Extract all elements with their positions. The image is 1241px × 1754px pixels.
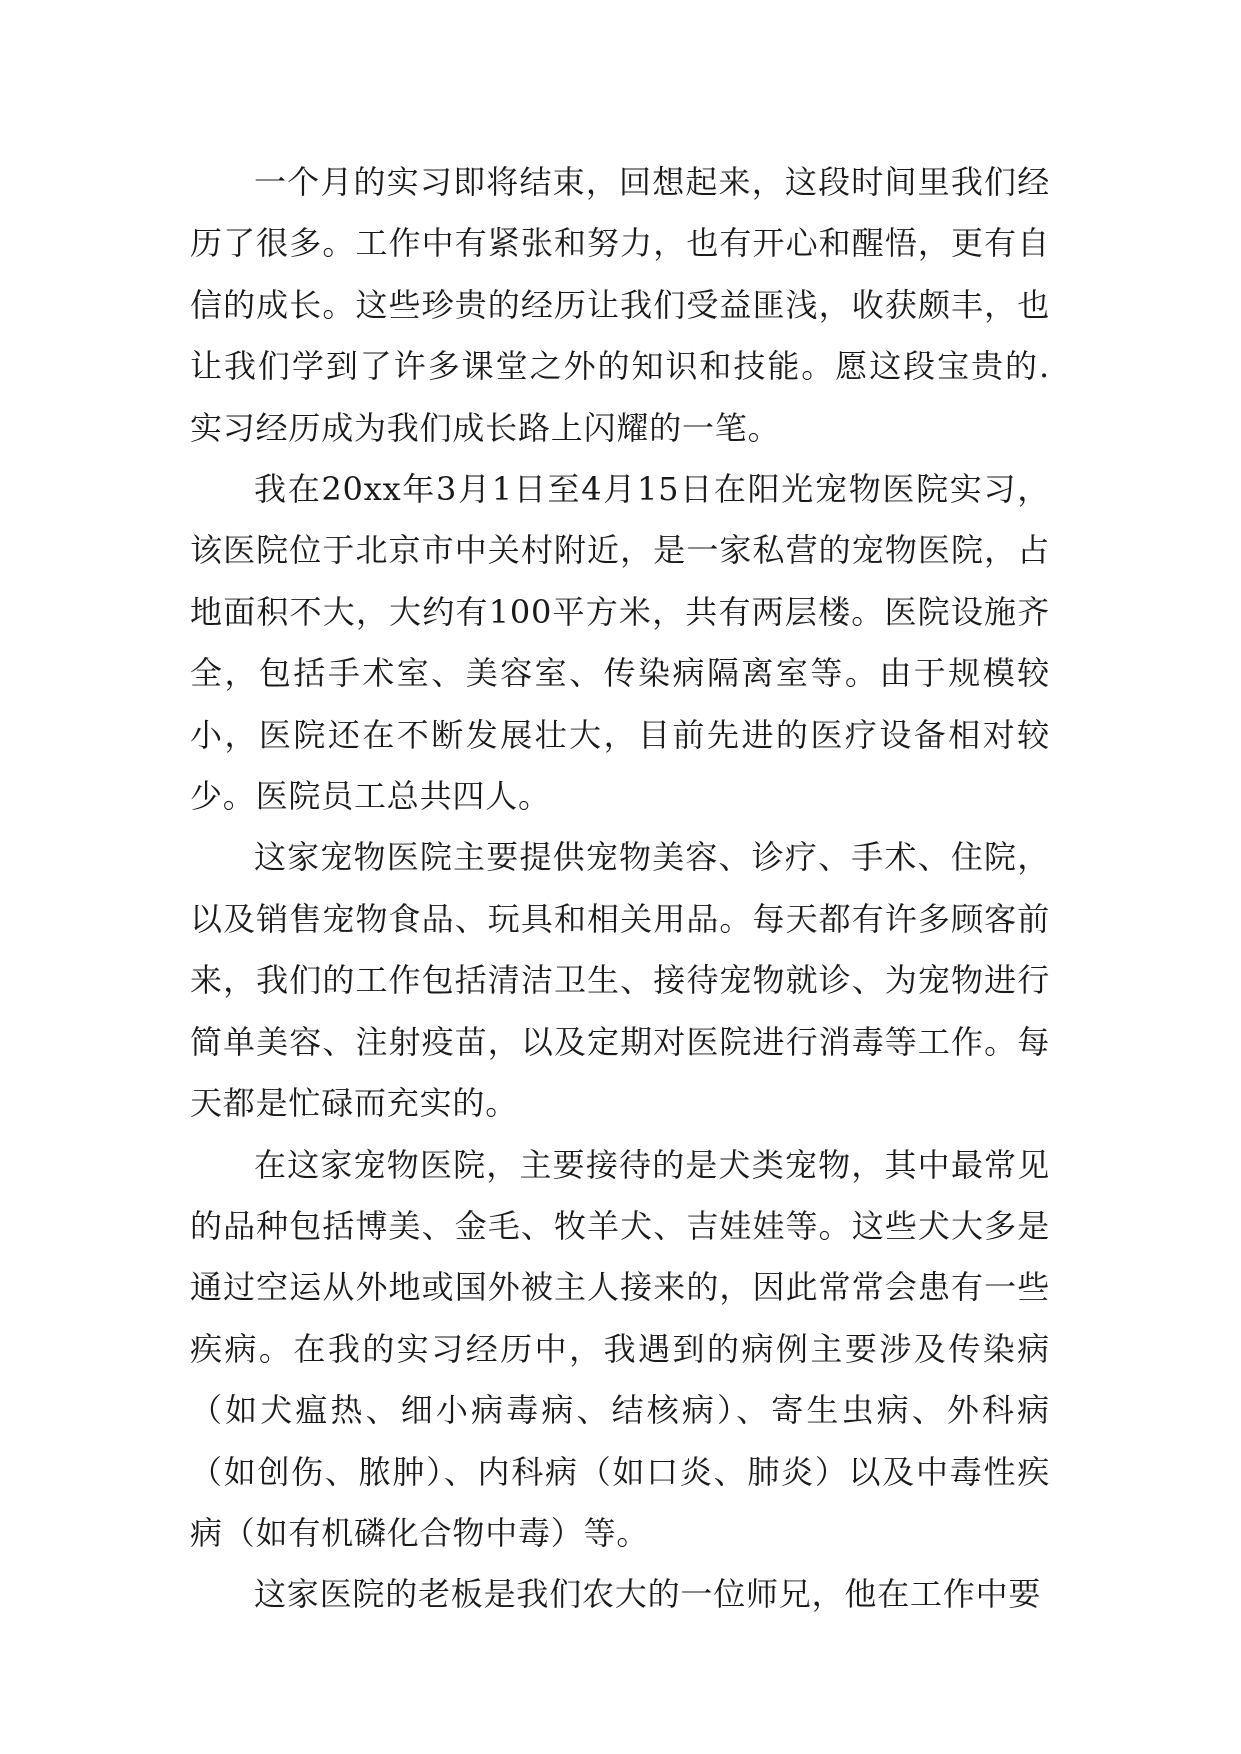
paragraph-hospital-owner: 这家医院的老板是我们农大的一位师兄，他在工作中要 [254,1575,1042,1614]
paragraph-hospital-overview: 我在20xx年3月1日至4月15日在阳光宠物医院实习，该医院位于北京市中关村附近，是一家私营的宠物医院，占地面积不大，大约有100平方米，共有两层楼。医院设施齐全，包括手术室、美容室、传染病隔离室等。由于规模较小，医院还在不断发展壮大，目前先进的医疗设备相对较少。医院员工总共四人。 [190,470,1050,816]
paragraph-cases-encountered: 在这家宠物医院，主要接待的是犬类宠物，其中最常见的品种包括博美、金毛、牧羊犬、吉娃娃等。这些犬大多是通过空运从外地或国外被主人接来的，因此常常会患有一些疾病。在我的实习经历中，我遇到的病例主要涉及传染病（如犬瘟热、细小病毒病、结核病）、寄生虫病、外科病（如创伤、脓肿）、内科病（如口炎、肺炎）以及中毒性疾病（如有机磷化合物中毒）等。 [190,1145,1050,1552]
document-body [190,152,1050,1626]
paragraph-hospital-services: 这家宠物医院主要提供宠物美容、诊疗、手术、住院，以及销售宠物食品、玩具和相关用品。每天都有许多顾客前来，我们的工作包括清洁卫生、接待宠物就诊、为宠物进行简单美容、注射疫苗，以及定期对医院进行消毒等工作。每天都是忙碌而充实的。 [190,838,1050,1123]
paragraph-internship-summary: 一个月的实习即将结束，回想起来，这段时间里我们经历了很多。工作中有紧张和努力，也有开心和醒悟，更有自信的成长。这些珍贵的经历让我们受益匪浅，收获颇丰，也让我们学到了许多课堂之外的知识和技能。愿这段宝贵的.实习经历成为我们成长路上闪耀的一笔。 [190,163,1050,447]
